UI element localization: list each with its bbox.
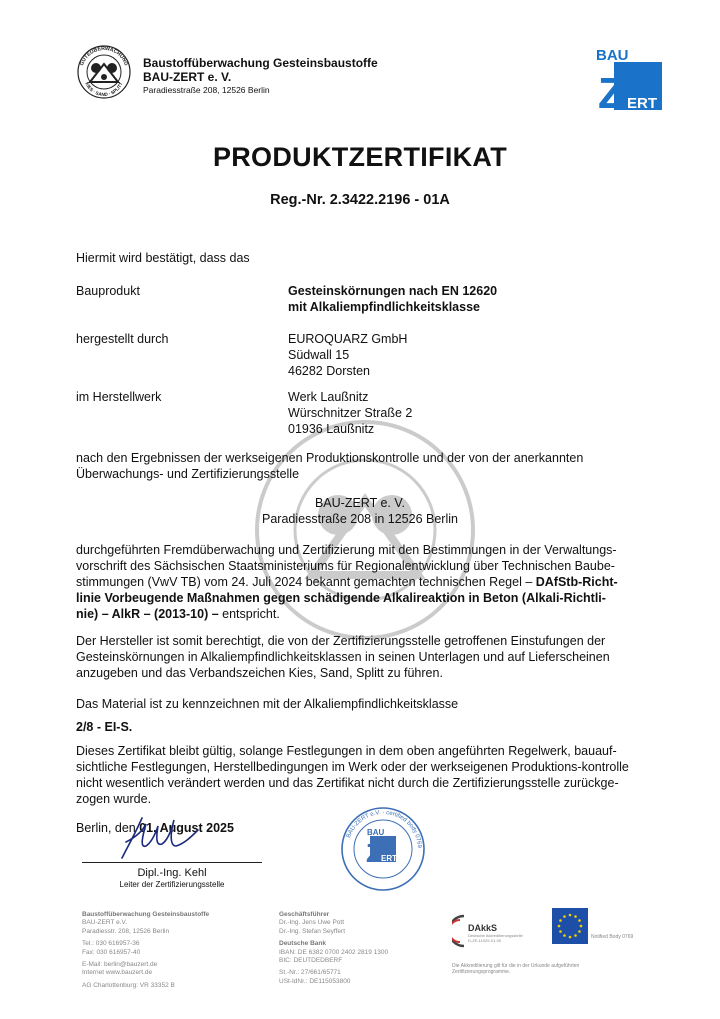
hersteller-line3: 46282 Dorsten (288, 364, 371, 378)
para2-line3 (76, 574, 656, 590)
footer-col1-line: E-Mail: berlin@bauzert.de (82, 961, 158, 969)
footer-col1-line: Tel.: 030 616957-36 (82, 940, 140, 948)
hersteller-line1: EUROQUARZ GmbH (288, 332, 408, 346)
para2-line5-bold: nie) – AlkR – (2013-10) – (76, 607, 219, 621)
footer-col1 (82, 911, 262, 990)
org-short-name: BAU-ZERT e. V. (143, 70, 232, 84)
center-org: BAU-ZERT e. V. (314, 496, 406, 510)
logo-text-bottom: ERT (627, 95, 657, 112)
signatory-name: Dipl.-Ing. Kehl (137, 867, 207, 879)
werk-line3: 01936 Laußnitz (288, 422, 375, 436)
footer-col2-title: Geschäftsführer (279, 911, 330, 918)
stamp-logo-z: Z (366, 838, 382, 868)
footer-col2-title2: Deutsche Bank (279, 940, 326, 948)
para1-line2: Überwachungs- und Zertifizierungsstelle (76, 467, 300, 481)
guetezeichen-seal-icon (76, 44, 132, 100)
logo-text-z: Z (598, 69, 625, 112)
para3-line2: Gesteinskörnungen in Alkaliempfindlichkeitsklassen in seinen Unterlagen und auf Lieferscheinen (76, 650, 610, 664)
para3-line1: Der Hersteller ist somit berechtigt, die von der Zertifizierungsstelle getroffenen Einstufungen der (76, 634, 606, 648)
para2-line3-text: stimmungen (VwV TB) vom 24. Juli 2024 bekannt gemachten technischen Regel – (76, 575, 536, 589)
seal-text-top: GÜTEÜBERWACHUNG (79, 45, 129, 67)
dakks-sub: Deutsche Akkreditierungsstelle D-ZE-11029-01-00 (468, 933, 523, 943)
werk-line2: Würschnitzer Straße 2 (288, 406, 413, 420)
seal-text-bottom: KIES · SAND · SPLITT (84, 81, 124, 98)
para5-line4: zogen wurde. (76, 792, 152, 806)
para2-line5 (76, 606, 656, 622)
footer-col1-title: Baustoffüberwachung Gesteinsbaustoffe (82, 911, 210, 918)
footer-col2-line: St.-Nr.: 27/661/65771 (279, 969, 341, 977)
intro-text: Hiermit wird bestätigt, dass das (76, 251, 250, 265)
bauprodukt-line2: mit Alkaliempfindlichkeitsklasse (288, 300, 480, 314)
para2-line4: linie Vorbeugende Maßnahmen gegen schädigende Alkalireaktion in Beton (Alkali-Richtli- (76, 591, 606, 605)
dakks-label: DAkkS (468, 923, 498, 933)
eu-flag-icon (552, 908, 588, 944)
para2-line2: vorschrift des Sächsischen Staatsministeriums für Regionalentwicklung über Technischen Baube- (76, 559, 615, 573)
footer-col2-line: USt-IdNr.: DE115053800 (279, 977, 351, 985)
para4: Das Material ist zu kennzeichnen mit der Alkaliempfindlichkeitsklasse (76, 697, 459, 711)
alkali-klasse: 2/8 - EI-S. (76, 720, 133, 734)
footer-col2 (279, 911, 439, 986)
footer-col2-line: BIC: DEUTDEDBERF (279, 957, 343, 965)
para5-line3: nicht wesentlich verändert werden und das Zertifikat nicht durch die Zertifizierungsstelle zurückge- (76, 776, 619, 790)
footer-col1-line: BAU-ZERT e.V. (82, 919, 128, 927)
hergestellt-label: hergestellt durch (76, 332, 169, 346)
para2-line5-text: entspricht. (218, 607, 280, 621)
footer-col2-line: Dr.-Ing. Stefan Seyffert (279, 927, 345, 935)
hersteller-line2: Südwall 15 (288, 348, 350, 362)
logo-text-top: BAU (596, 47, 629, 64)
bau-zert-logo-icon (592, 44, 664, 112)
footer-col1-line: Paradiesstr. 208, 12526 Berlin (82, 927, 170, 935)
bauprodukt-label: Bauprodukt (76, 284, 140, 298)
para5-line2: sichtliche Festlegungen, Herstellbedingungen im Werk oder der werkseigenen Produktions-kontrolle (76, 760, 629, 774)
para1-line1: nach den Ergebnissen der werkseigenen Produktionskontrolle und der von der anerkannten (76, 451, 584, 465)
date-prefix: Berlin, den (76, 821, 140, 835)
para5-line1: Dieses Zertifikat bleibt gültig, solange Festlegungen in dem oben angeführten Regelwerk, bauauf- (76, 744, 617, 758)
bau-zert-certified-stamp-icon (340, 806, 426, 892)
handwritten-signature-icon (112, 812, 202, 862)
dakks-logo-icon (452, 912, 532, 952)
org-address: Paradiesstraße 208, 12526 Berlin (143, 85, 270, 95)
stamp-logo-bottom: ERT (381, 854, 397, 863)
stamp-logo-top: BAU (367, 828, 385, 837)
footer-col2-line: Dr.-Ing. Jens Uwe Pott (279, 919, 345, 927)
notified-body-label: Notified Body 0769 (591, 934, 634, 940)
werk-label: im Herstellwerk (76, 390, 162, 404)
footer-col1-line: Fax: 030 616957-40 (82, 948, 141, 956)
para2-line3-bold: DAfStb-Richt- (535, 575, 618, 589)
accreditation-note: Die Akkreditierung gilt für die in der Urkunde aufgeführten Zertifizierungsprogramme. (452, 963, 580, 975)
signature-line (82, 862, 262, 863)
para2-line1: durchgeführten Fremdüberwachung und Zertifizierung mit den Bestimmungen in der Verwaltungs- (76, 543, 617, 557)
org-name: Baustoffüberwachung Gesteinsbaustoffe (143, 56, 378, 70)
footer-col1-line: Internet www.bauzert.de (82, 969, 153, 977)
footer-col1-line: AG Charlottenburg: VR 33352 B (82, 981, 175, 989)
bauprodukt-line1: Gesteinskörnungen nach EN 12620 (288, 284, 498, 298)
footer-col2-line: IBAN: DE 6382 0700 2402 2819 1300 (279, 948, 389, 956)
center-address: Paradiesstraße 208 in 12526 Berlin (262, 512, 458, 526)
stamp-ring-text: BAU-ZERT e.V. · certified body 0769 (345, 809, 423, 849)
signatory-role: Leiter der Zertifizierungsstelle (119, 880, 225, 889)
werk-line1: Werk Laußnitz (288, 390, 369, 404)
para3-line3: anzugeben und das Verbandszeichen Kies, Sand, Splitt zu führen. (76, 666, 443, 680)
document-title: PRODUKTZERTIFIKAT (212, 142, 508, 172)
date-value: 01. August 2025 (139, 821, 234, 835)
registration-number: Reg.-Nr. 2.3422.2196 - 01A (270, 192, 450, 208)
